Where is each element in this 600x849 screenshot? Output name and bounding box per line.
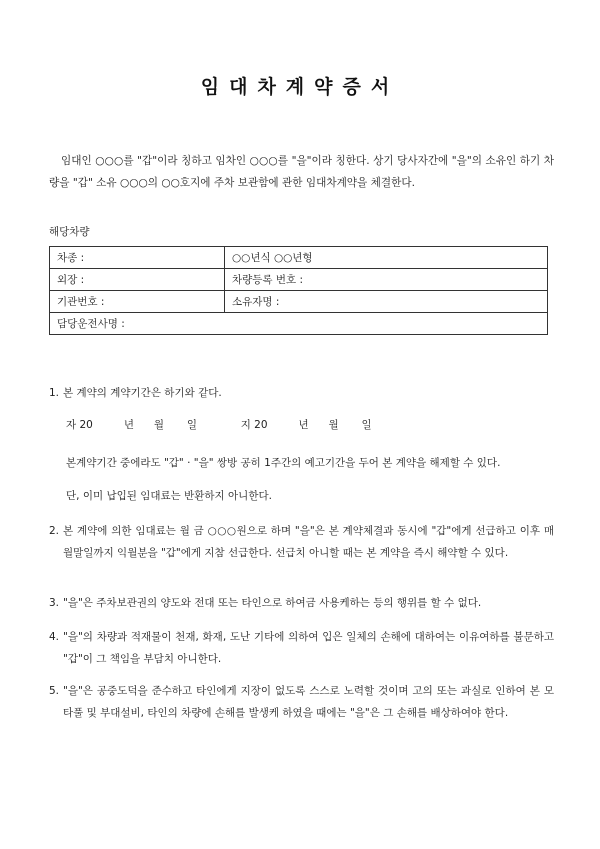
clause-1 bbox=[49, 382, 554, 404]
table-cell: 기관번호 : bbox=[50, 291, 225, 313]
clause-5 bbox=[49, 680, 554, 724]
clause-text: 본 계약에 의한 임대료는 월 금 ○○○원으로 하며 "을"은 본 계약체결과 동시에 "갑"에게 선급하고 이후 매월말일까지 익월분을 "갑"에게 지참 선급한다. 선급치 아니할 때는 본 계약을 즉시 해약할 수 있다. bbox=[63, 525, 554, 559]
table-cell: 차량등록 번호 : bbox=[225, 269, 548, 291]
term-from-year-unit: 년 bbox=[123, 419, 134, 431]
term-note-2: 단, 이미 납입된 임대료는 반환하지 아니한다. bbox=[66, 490, 272, 502]
clause-text: "을"은 주차보관권의 양도와 전대 또는 타인으로 하여금 사용케하는 등의 행위를 할 수 없다. bbox=[63, 597, 482, 609]
term-dates bbox=[66, 414, 372, 436]
table-cell: 소유자명 : bbox=[225, 291, 548, 313]
clause-text: "을"의 차량과 적재물이 천재, 화재, 도난 기타에 의하여 입은 일체의 손해에 대하여는 이유여하를 불문하고 "갑"이 그 책임을 부담치 아니한다. bbox=[63, 631, 554, 665]
vehicle-section-label: 해당차량 bbox=[49, 226, 90, 238]
term-to-month-unit: 월 bbox=[328, 419, 339, 431]
table-cell: ○○년식 ○○년형 bbox=[225, 247, 548, 269]
intro-paragraph: 임대인 ○○○를 "갑"이라 칭하고 임차인 ○○○를 "을"이라 칭한다. 상기 당사자간에 "을"의 소유인 하기 차량을 "갑" 소유 ○○○의 ○○호지에 주차 보관함에 관한 임대차계약을 체결한다. bbox=[49, 155, 554, 189]
term-to-year-unit: 년 bbox=[298, 419, 309, 431]
table-cell: 담당운전사명 : bbox=[50, 313, 548, 335]
clause-number: 5. bbox=[49, 685, 60, 697]
clause-number: 4. bbox=[49, 631, 60, 643]
document-title: 임대차계약증서 bbox=[200, 76, 400, 98]
vehicle-table bbox=[49, 246, 548, 335]
term-to-year: 지 20 bbox=[240, 419, 268, 431]
clause-number: 1. bbox=[49, 387, 60, 399]
table-row bbox=[50, 269, 548, 291]
clause-number: 2. bbox=[49, 525, 60, 537]
clause-3 bbox=[49, 592, 554, 614]
clause-4 bbox=[49, 626, 554, 670]
term-from-month-unit: 월 bbox=[153, 419, 164, 431]
term-from-day-unit: 일 bbox=[186, 419, 197, 431]
table-row bbox=[50, 313, 548, 335]
clause-text: 본 계약의 계약기간은 하기와 같다. bbox=[63, 387, 222, 399]
clause-text: "을"은 공중도덕을 준수하고 타인에게 지장이 없도록 스스로 노력할 것이며 고의 또는 과실로 인하여 본 모타풀 및 부대설비, 타인의 차량에 손해를 발생케 하였을 때에는 "을"은 그 손해를 배상하여야 한다. bbox=[63, 685, 554, 719]
clause-number: 3. bbox=[49, 597, 60, 609]
table-row bbox=[50, 291, 548, 313]
table-cell: 차종 : bbox=[50, 247, 225, 269]
term-from-year: 자 20 bbox=[66, 419, 93, 431]
table-row bbox=[50, 247, 548, 269]
term-to-day-unit: 일 bbox=[361, 419, 372, 431]
table-cell: 외장 : bbox=[50, 269, 225, 291]
clause-2 bbox=[49, 520, 554, 564]
term-note-1: 본계약기간 중에라도 "갑" · "을" 쌍방 공히 1주간의 예고기간을 두어 본 계약을 해제할 수 있다. bbox=[66, 457, 501, 469]
